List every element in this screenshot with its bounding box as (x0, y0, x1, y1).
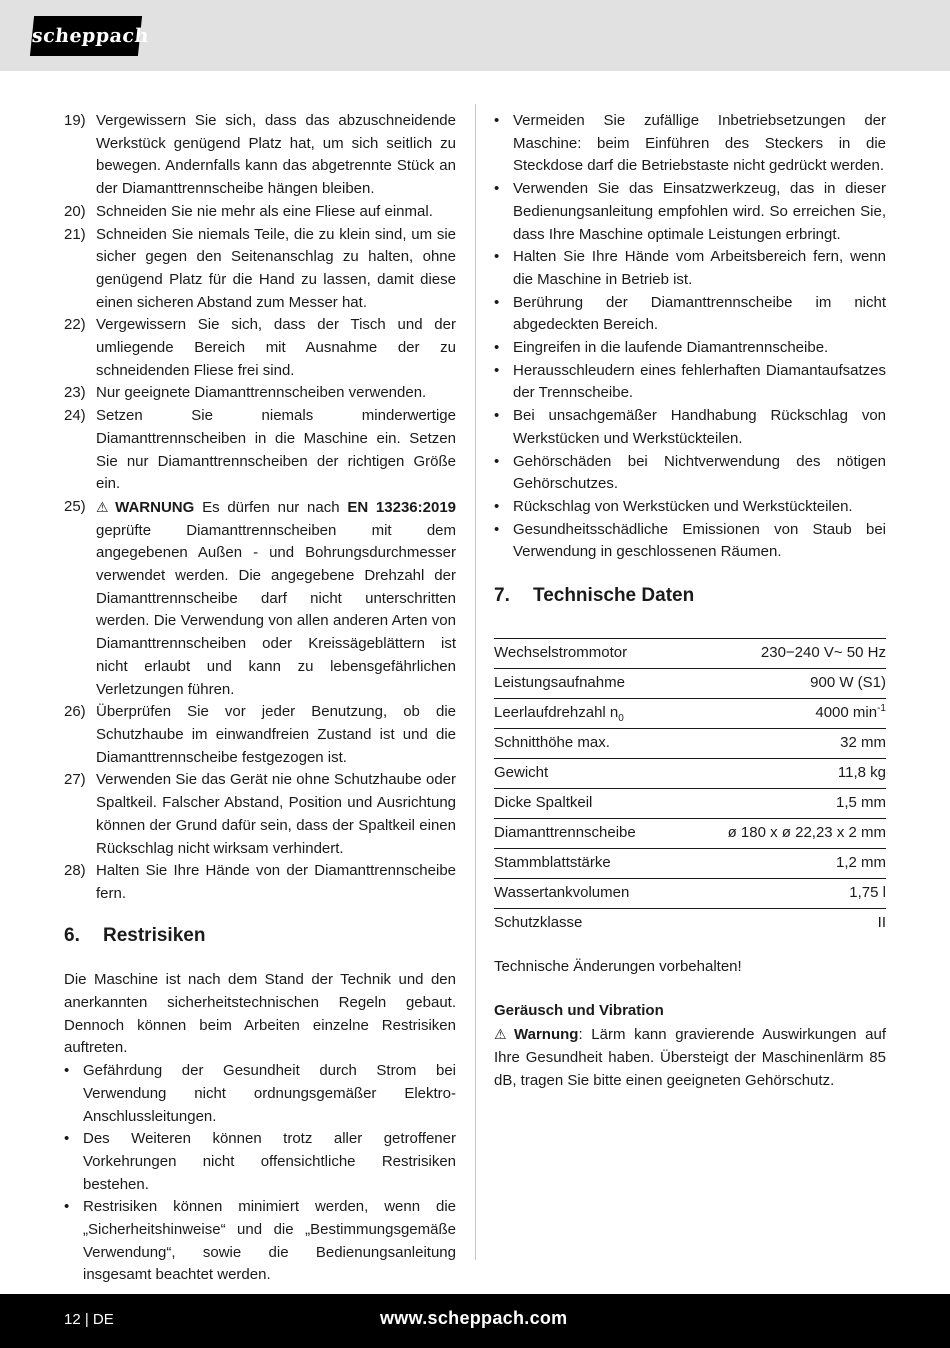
section-number: 6. (64, 924, 80, 946)
spec-value (679, 728, 886, 758)
list-text: Setzen Sie niemals minderwertige Diamanttrennscheiben in die Maschine ein. Setzen Sie nur Diamanttrennscheiben der richtigen Größe ein. (96, 407, 456, 493)
bullet-text: Berührung der Diamanttrennscheibe im nicht abgedeckten Bereich. (513, 293, 886, 334)
warning-icon: ⚠ (494, 1026, 512, 1043)
website-link[interactable]: www.scheppach.com (380, 1308, 568, 1328)
column-divider (475, 104, 476, 1260)
list-text: Vergewissern Sie sich, dass das abzuschneidende Werkstück genügend Platz hat, um sich seitlich zu bewegen. Andernfalls kann das abgetrennte Stück an der Diamanttrennscheibe hängen bleiben. (96, 112, 456, 198)
warning-text-b: geprüfte Diamanttrennscheiben mit dem angegebenen Außen - und Bohrungsdurchmesser verwendet werden. Die angegebene Drehzahl der Diamanttrennscheibe darf nicht unterschritten werden. Die Verwendung von allen anderen Arten von Diamanttrennscheiben oder Kreissägeblättern ist nicht erlaubt und kann zu lebensgefährlichen Verletzungen führen. (96, 521, 456, 698)
spec-label (494, 788, 679, 818)
bullet-text: Gehörschäden bei Nichtverwendung des nötigen Gehörschutzes. (513, 452, 886, 493)
spec-label-text: Schnitthöhe max. (494, 733, 610, 751)
bullet-item (494, 337, 886, 360)
restrisiken-list (64, 1060, 456, 1287)
bullet-item (494, 360, 886, 405)
spec-label-text: Leerlaufdrehzahl n (494, 703, 619, 721)
risk-list (494, 110, 886, 564)
list-item (64, 405, 456, 496)
spec-label (494, 848, 679, 878)
list-number: 22) (64, 316, 86, 334)
bullet-text: Eingreifen in die laufende Diamantrennscheibe. (513, 339, 829, 357)
bullet-icon: • (494, 180, 500, 198)
bullet-item (494, 496, 886, 519)
spec-value (679, 758, 886, 788)
noise-text: : Lärm kann gravierende Auswirkungen auf Ihre Gesundheit haben. Übersteigt der Maschinenlärm 85 dB, tragen Sie bitte einen geeigneten Gehörschutz. (494, 1026, 886, 1089)
spec-label (494, 818, 679, 848)
spec-label-text: Wechselstrommotor (494, 643, 628, 661)
spec-value (679, 638, 886, 668)
spec-value-text: ø 180 x ø 22,23 x 2 mm (727, 823, 886, 841)
safety-list-a (64, 110, 456, 496)
spec-row (494, 818, 886, 848)
spec-label (494, 638, 679, 668)
list-text: Halten Sie Ihre Hände von der Diamanttrennscheibe fern. (96, 862, 456, 902)
spec-row (494, 698, 886, 728)
section-6-heading (64, 925, 456, 948)
spec-label-subscript: 0 (618, 712, 624, 724)
spec-value (679, 878, 886, 908)
list-item (64, 110, 456, 201)
safety-list-b (64, 701, 456, 905)
list-number: 23) (64, 384, 86, 402)
bullet-icon: • (64, 1130, 70, 1148)
spec-label-text: Diamanttrennscheibe (494, 823, 636, 841)
list-text: Vergewissern Sie sich, dass der Tisch und der umliegende Bereich mit Ausnahme der zu schneidenden Fliese frei sind. (96, 316, 456, 379)
list-text: Schneiden Sie nie mehr als eine Fliese auf einmal. (96, 202, 433, 220)
bullet-text: Gefährdung der Gesundheit durch Strom bei Verwendung nicht ordnungsgemäßer Elektro-Anschlussleitungen. (83, 1062, 456, 1125)
spec-label (494, 728, 679, 758)
section-title: Technische Daten (533, 585, 695, 607)
bullet-item (64, 1128, 456, 1196)
bullet-icon: • (494, 248, 500, 266)
spec-label (494, 758, 679, 788)
bullet-item (494, 292, 886, 337)
list-item (64, 382, 456, 405)
spec-value-text: 4000 min (815, 703, 878, 721)
list-number: 20) (64, 202, 86, 220)
noise-paragraph (494, 1023, 886, 1092)
bullet-icon: • (494, 361, 500, 379)
left-column (64, 110, 456, 1287)
section-number: 7. (494, 585, 510, 607)
list-item-25 (64, 496, 456, 701)
spec-value (679, 668, 886, 698)
bullet-item (494, 405, 886, 450)
spec-value-text: 11,8 kg (837, 763, 886, 781)
list-text: Verwenden Sie das Gerät nie ohne Schutzhaube oder Spaltkeil. Falscher Abstand, Position und Ausrichtung können der Grund dafür sein, dass der Spaltkeil einen Rückschlag nicht wirksam verhindert. (96, 771, 456, 857)
spec-label-text: Leistungsaufnahme (494, 673, 625, 691)
spec-value (679, 698, 886, 728)
bullet-text: Des Weiteren können trotz aller getroffener Vorkehrungen nicht offensichtliche Restrisiken bestehen. (83, 1130, 456, 1193)
list-text: Nur geeignete Diamanttrennscheiben verwenden. (96, 384, 427, 402)
bullet-icon: • (494, 112, 500, 129)
spec-value (679, 818, 886, 848)
bullet-text: Gesundheitsschädliche Emissionen von Staub bei Verwendung in geschlossenen Räumen. (513, 520, 886, 561)
bullet-icon: • (64, 1198, 70, 1216)
spec-row (494, 878, 886, 908)
bullet-text: Halten Sie Ihre Hände vom Arbeitsbereich fern, wenn die Maschine in Betrieb ist. (513, 248, 886, 288)
section-6-intro: Die Maschine ist nach dem Stand der Technik und den anerkannten sicherheitstechnischen Regeln gebaut. Dennoch können beim Arbeiten einzelne Restrisiken auftreten. (64, 971, 456, 1057)
list-item (64, 860, 456, 905)
bullet-text: Vermeiden Sie zufällige Inbetriebsetzungen der Maschine: beim Einführen des Steckers in die Steckdose darf die Betriebstaste nicht gedrückt werden. (513, 112, 886, 175)
noise-warning-label: Warnung (514, 1026, 579, 1044)
spec-row (494, 908, 886, 938)
spec-value-text: II (877, 913, 886, 931)
spec-value (679, 908, 886, 938)
list-text: Schneiden Sie niemals Teile, die zu klein sind, um sie sicher gegen den Seitenanschlag zu halten, ohne genügend Platz für die Hand zu lassen, damit diese einen sicheren Abstand zum Messer hat. (96, 225, 456, 311)
list-item (64, 314, 456, 382)
bullet-item (494, 246, 886, 291)
bullet-item (64, 1196, 456, 1287)
spec-label-text: Gewicht (494, 763, 549, 781)
spec-value-text: 1,5 mm (835, 793, 886, 811)
list-item (64, 701, 456, 769)
spec-value-superscript: -1 (877, 702, 886, 714)
list-number: 27) (64, 771, 86, 789)
bullet-item (64, 1060, 456, 1128)
bullet-item (494, 178, 886, 246)
spec-label-text: Schutzklasse (494, 913, 583, 931)
bullet-text: Herausschleudern eines fehlerhaften Diamantaufsatzes der Trennscheibe. (513, 361, 886, 402)
list-item (64, 769, 456, 860)
spec-value-text: 1,2 mm (835, 853, 886, 871)
bullet-text: Restrisiken können minimiert werden, wenn die „Sicherheitshinweise“ und die „Bestimmungsgemäße Verwendung“, sowie die Bedienungsanleitung insgesamt beachtet werden. (83, 1198, 456, 1284)
spec-row (494, 638, 886, 668)
bullet-icon: • (494, 293, 500, 311)
noise-heading: Geräusch und Vibration (494, 1002, 664, 1020)
bullet-text: Bei unsachgemäßer Handhabung Rückschlag von Werkstücken und Werkstückteilen. (513, 407, 886, 447)
list-item (64, 224, 456, 315)
page-number: 12 | DE (64, 1311, 114, 1328)
brand-logo: scheppach (30, 16, 142, 56)
spec-table (494, 638, 886, 938)
spec-label (494, 698, 679, 728)
list-item (64, 201, 456, 224)
right-column (494, 110, 886, 1092)
spec-label (494, 668, 679, 698)
spec-value-text: 230−240 V~ 50 Hz (760, 643, 886, 661)
spec-row (494, 668, 886, 698)
spec-row (494, 848, 886, 878)
spec-value-text: 900 W (S1) (810, 673, 886, 691)
spec-label-text: Stammblattstärke (494, 853, 611, 871)
spec-label-text: Wassertankvolumen (494, 883, 630, 901)
bullet-item (494, 451, 886, 496)
bullet-icon: • (64, 1062, 70, 1080)
bullet-text: Verwenden Sie das Einsatzwerkzeug, das in dieser Bedienungsanleitung empfohlen wird. So erreichen Sie, dass Ihre Maschine optimale Leistungen erbringt. (513, 180, 886, 243)
bullet-icon: • (494, 339, 500, 357)
spec-label (494, 878, 679, 908)
bullet-icon: • (494, 452, 500, 470)
spec-row (494, 758, 886, 788)
bullet-icon: • (494, 407, 500, 425)
list-number: 28) (64, 862, 86, 880)
spec-value (679, 788, 886, 818)
bullet-icon: • (494, 497, 500, 515)
spec-value (679, 848, 886, 878)
spec-label-text: Dicke Spaltkeil (494, 793, 593, 811)
list-text: Überprüfen Sie vor jeder Benutzung, ob die Schutzhaube im einwandfreien Zustand ist und die Diamanttrennscheibe festgezogen ist. (96, 703, 456, 766)
warning-text-a: Es dürfen nur nach (202, 498, 340, 516)
warning-label: WARNUNG (115, 498, 195, 516)
list-number: 25) (64, 497, 86, 515)
standard-ref: EN 13236:2019 (347, 498, 457, 516)
spec-row (494, 788, 886, 818)
section-title: Restrisiken (103, 924, 206, 946)
list-number: 24) (64, 407, 86, 425)
bullet-text: Rückschlag von Werkstücken und Werkstückteilen. (513, 497, 853, 515)
list-number: 21) (64, 225, 86, 243)
header-bar (0, 0, 950, 71)
list-number: 19) (64, 112, 86, 129)
spec-label (494, 908, 679, 938)
list-text (96, 496, 456, 701)
section-7-heading (494, 585, 886, 608)
changes-note: Technische Änderungen vorbehalten! (494, 957, 742, 975)
bullet-item (494, 110, 886, 178)
bullet-item (494, 519, 886, 564)
spec-row (494, 728, 886, 758)
footer-bar (0, 1294, 950, 1348)
spec-value-text: 1,75 l (849, 883, 886, 901)
spec-value-text: 32 mm (840, 733, 886, 751)
warning-icon: ⚠ (96, 498, 113, 515)
list-number: 26) (64, 703, 86, 721)
bullet-icon: • (494, 520, 500, 538)
